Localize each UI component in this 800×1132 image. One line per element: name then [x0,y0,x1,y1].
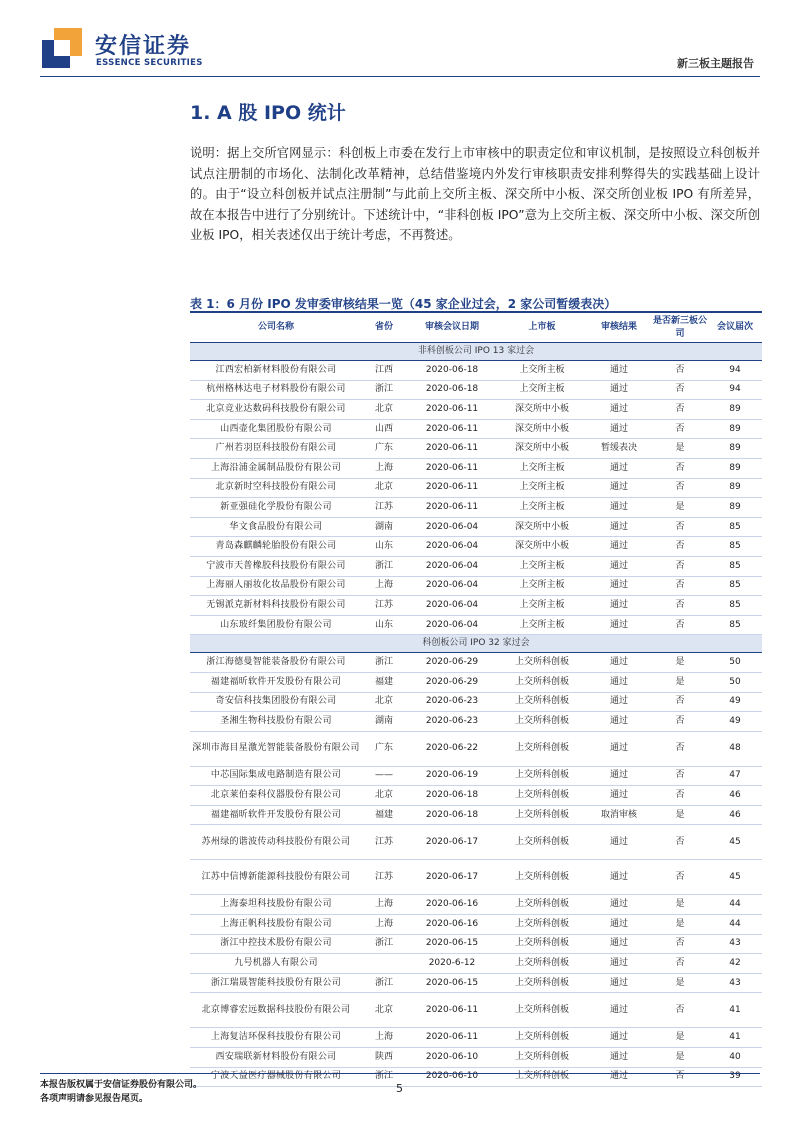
meeting-date-cell: 2020-06-18 [406,805,498,825]
result-cell: 通过 [586,361,652,381]
result-cell: 通过 [586,498,652,518]
table-row [190,712,762,732]
province-cell: 广东 [362,439,406,459]
table-body [190,343,762,1087]
province-cell: 山东 [362,615,406,635]
session-cell: 41 [708,1028,762,1048]
result-cell: 通过 [586,934,652,954]
meeting-date-cell: 2020-06-11 [406,993,498,1028]
board-cell: 深交所中小板 [498,419,586,439]
company-name-cell: 福建福昕软件开发股份有限公司 [190,805,362,825]
meeting-date-cell: 2020-06-10 [406,1048,498,1068]
ipo-table-container [190,311,762,1087]
meeting-date-cell: 2020-06-11 [406,419,498,439]
session-cell: 89 [708,498,762,518]
company-name-cell: 北京莱伯泰科仪器股份有限公司 [190,786,362,806]
session-cell: 50 [708,672,762,692]
meeting-date-cell: 2020-06-22 [406,731,498,766]
session-cell: 44 [708,895,762,915]
meeting-date-cell: 2020-06-10 [406,1067,498,1087]
session-cell: 85 [708,537,762,557]
group-header-row [190,343,762,361]
company-name-cell: 奇安信科技集团股份有限公司 [190,692,362,712]
table-row [190,973,762,993]
footer-divider [40,1073,760,1074]
neeq-cell: 是 [652,895,708,915]
board-cell: 上交所主板 [498,596,586,616]
meeting-date-cell: 2020-06-15 [406,973,498,993]
table-row [190,478,762,498]
result-cell: 通过 [586,712,652,732]
board-cell: 深交所中小板 [498,537,586,557]
meeting-date-cell: 2020-06-18 [406,786,498,806]
result-cell: 通过 [586,615,652,635]
session-cell: 40 [708,1048,762,1068]
board-cell: 上交所主板 [498,498,586,518]
company-name-cell: 上海泰坦科技股份有限公司 [190,895,362,915]
table-row [190,537,762,557]
result-cell: 通过 [586,478,652,498]
province-cell: 湖南 [362,712,406,732]
session-cell: 85 [708,556,762,576]
column-header: 会议届次 [708,313,762,343]
result-cell: 通过 [586,825,652,860]
meeting-date-cell: 2020-06-16 [406,915,498,935]
session-cell: 45 [708,860,762,895]
neeq-cell: 否 [652,993,708,1028]
province-cell: 上海 [362,895,406,915]
result-cell: 通过 [586,576,652,596]
province-cell: 北京 [362,400,406,420]
neeq-cell: 否 [652,1067,708,1087]
board-cell: 上交所主板 [498,478,586,498]
logo-english-name: ESSENCE SECURITIES [96,58,203,68]
province-cell: 江苏 [362,498,406,518]
neeq-cell: 是 [652,915,708,935]
report-type: 新三板主题报告 [677,57,754,70]
company-name-cell: 青岛森麒麟轮胎股份有限公司 [190,537,362,557]
table-row [190,786,762,806]
company-name-cell: 上海复洁环保科技股份有限公司 [190,1028,362,1048]
table-row [190,458,762,478]
board-cell: 上交所主板 [498,576,586,596]
session-cell: 85 [708,596,762,616]
company-name-cell: 北京新时空科技股份有限公司 [190,478,362,498]
company-name-cell: 九号机器人有限公司 [190,954,362,974]
province-cell: 山东 [362,537,406,557]
session-cell: 89 [708,478,762,498]
province-cell: 北京 [362,478,406,498]
session-cell: 49 [708,692,762,712]
session-cell: 46 [708,786,762,806]
province-cell: 湖南 [362,517,406,537]
result-cell: 通过 [586,860,652,895]
table-row [190,556,762,576]
company-name-cell: 浙江海德曼智能装备股份有限公司 [190,653,362,673]
table-row [190,672,762,692]
province-cell: 北京 [362,786,406,806]
result-cell: 通过 [586,731,652,766]
company-name-cell: 广州若羽臣科技股份有限公司 [190,439,362,459]
company-name-cell: 江苏中信博新能源科技股份有限公司 [190,860,362,895]
disclaimer-notice: 各项声明请参见报告尾页。 [40,1094,149,1104]
table-row [190,1067,762,1087]
board-cell: 上交所主板 [498,380,586,400]
table-row [190,954,762,974]
footer-notes [40,1078,202,1106]
company-name-cell: 杭州格林达电子材料股份有限公司 [190,380,362,400]
board-cell: 上交所科创板 [498,766,586,786]
session-cell: 89 [708,439,762,459]
session-cell: 85 [708,576,762,596]
meeting-date-cell: 2020-06-29 [406,653,498,673]
column-header: 省份 [362,313,406,343]
board-cell: 上交所科创板 [498,934,586,954]
meeting-date-cell: 2020-06-04 [406,596,498,616]
company-name-cell: 新亚强硅化学股份有限公司 [190,498,362,518]
board-cell: 上交所主板 [498,458,586,478]
session-cell: 43 [708,973,762,993]
neeq-cell: 是 [652,439,708,459]
table-row [190,860,762,895]
session-cell: 48 [708,731,762,766]
province-cell: 浙江 [362,556,406,576]
province-cell: 上海 [362,458,406,478]
meeting-date-cell: 2020-06-19 [406,766,498,786]
result-cell: 通过 [586,419,652,439]
board-cell: 上交所科创板 [498,731,586,766]
result-cell: 通过 [586,596,652,616]
result-cell: 通过 [586,692,652,712]
session-cell: 85 [708,517,762,537]
province-cell: 江西 [362,361,406,381]
table-row [190,361,762,381]
session-cell: 42 [708,954,762,974]
neeq-cell: 否 [652,458,708,478]
meeting-date-cell: 2020-06-11 [406,400,498,420]
meeting-date-cell: 2020-06-17 [406,860,498,895]
result-cell: 通过 [586,380,652,400]
table-row [190,380,762,400]
board-cell: 深交所中小板 [498,439,586,459]
table-row [190,400,762,420]
group-header-row [190,635,762,653]
table-row [190,1028,762,1048]
company-name-cell: 北京博睿宏远数据科技股份有限公司 [190,993,362,1028]
section-title: 1. A 股 IPO 统计 [190,102,346,124]
province-cell: 上海 [362,915,406,935]
company-name-cell: 上海丽人丽妆化妆品股份有限公司 [190,576,362,596]
column-header: 审核会议日期 [406,313,498,343]
session-cell: 94 [708,380,762,400]
neeq-cell: 否 [652,786,708,806]
company-name-cell: 圣湘生物科技股份有限公司 [190,712,362,732]
result-cell: 通过 [586,895,652,915]
neeq-cell: 是 [652,1028,708,1048]
company-name-cell: 山东玻纤集团股份有限公司 [190,615,362,635]
board-cell: 上交所科创板 [498,1028,586,1048]
meeting-date-cell: 2020-06-11 [406,1028,498,1048]
result-cell: 暂缓表决 [586,439,652,459]
board-cell: 上交所主板 [498,556,586,576]
ipo-table [190,313,762,1087]
company-name-cell: 宁波市天普橡胶科技股份有限公司 [190,556,362,576]
neeq-cell: 否 [652,766,708,786]
section-description: 说明：据上交所官网显示：科创板上市委在发行上市审核中的职责定位和审议机制，是按照设立科创板并试点注册制的市场化、法制化改革精神，总结借鉴境内外发行审核职责安排利弊得失的实践基础上设计的。由于“设立科创板并试点注册制”与此前上交所主板、深交所中小板、深交所创业板 IPO 有所差异，故在本报告中进行了分别统计。下述统计中，“非科创板 IPO”意为上交所主板、深交所中小板、深交所创业板 IPO，相关表述仅出于统计考虑，不再赘述。 [190,146,760,242]
meeting-date-cell: 2020-06-11 [406,478,498,498]
logo [40,26,203,76]
neeq-cell: 是 [652,653,708,673]
session-cell: 89 [708,458,762,478]
board-cell: 深交所中小板 [498,517,586,537]
table-row [190,993,762,1028]
board-cell: 上交所科创板 [498,805,586,825]
company-name-cell: 中芯国际集成电路制造有限公司 [190,766,362,786]
session-cell: 94 [708,361,762,381]
result-cell: 通过 [586,1048,652,1068]
board-cell: 上交所科创板 [498,672,586,692]
province-cell: 浙江 [362,1067,406,1087]
company-name-cell: 西安瑞联新材料股份有限公司 [190,1048,362,1068]
table-row [190,653,762,673]
result-cell: 通过 [586,766,652,786]
company-name-cell: 深圳市海目星激光智能装备股份有限公司 [190,731,362,766]
session-cell: 41 [708,993,762,1028]
essence-logo-icon [40,26,84,70]
board-cell: 上交所科创板 [498,973,586,993]
table-row [190,615,762,635]
page-number: 5 [396,1082,403,1095]
province-cell: 福建 [362,805,406,825]
column-header: 公司名称 [190,313,362,343]
meeting-date-cell: 2020-06-18 [406,361,498,381]
neeq-cell: 否 [652,731,708,766]
board-cell: 上交所科创板 [498,712,586,732]
copyright-notice: 本报告版权属于安信证券股份有限公司。 [40,1080,203,1090]
neeq-cell: 否 [652,934,708,954]
table-row [190,766,762,786]
session-cell: 89 [708,400,762,420]
meeting-date-cell: 2020-6-12 [406,954,498,974]
column-header: 审核结果 [586,313,652,343]
province-cell: 北京 [362,692,406,712]
neeq-cell: 否 [652,576,708,596]
neeq-cell: 否 [652,954,708,974]
province-cell: 江苏 [362,825,406,860]
meeting-date-cell: 2020-06-04 [406,556,498,576]
meeting-date-cell: 2020-06-11 [406,458,498,478]
result-cell: 通过 [586,993,652,1028]
meeting-date-cell: 2020-06-04 [406,615,498,635]
result-cell: 通过 [586,1067,652,1087]
province-cell: 浙江 [362,380,406,400]
table-row [190,692,762,712]
session-cell: 39 [708,1067,762,1087]
result-cell: 通过 [586,537,652,557]
result-cell: 通过 [586,786,652,806]
province-cell: 福建 [362,672,406,692]
result-cell: 通过 [586,400,652,420]
result-cell: 通过 [586,517,652,537]
result-cell: 通过 [586,653,652,673]
column-header: 是否新三板公司 [652,313,708,343]
company-name-cell: 上海正帆科技股份有限公司 [190,915,362,935]
neeq-cell: 否 [652,419,708,439]
table-row [190,1048,762,1068]
table-row [190,825,762,860]
neeq-cell: 否 [652,517,708,537]
company-name-cell: 浙江中控技术股份有限公司 [190,934,362,954]
company-name-cell: 上海沿浦金属制品股份有限公司 [190,458,362,478]
meeting-date-cell: 2020-06-04 [406,517,498,537]
result-cell: 通过 [586,672,652,692]
board-cell: 上交所科创板 [498,653,586,673]
neeq-cell: 是 [652,973,708,993]
neeq-cell: 否 [652,537,708,557]
neeq-cell: 是 [652,498,708,518]
company-name-cell: 福建福昕软件开发股份有限公司 [190,672,362,692]
session-cell: 89 [708,419,762,439]
table-title: 表 1：6 月份 IPO 发审委审核结果一览（45 家企业过会，2 家公司暂缓表决） [190,297,617,311]
result-cell: 通过 [586,458,652,478]
result-cell: 通过 [586,954,652,974]
session-cell: 45 [708,825,762,860]
province-cell: —— [362,766,406,786]
company-name-cell: 无锡派克新材料科技股份有限公司 [190,596,362,616]
meeting-date-cell: 2020-06-29 [406,672,498,692]
table-row [190,805,762,825]
board-cell: 上交所科创板 [498,1067,586,1087]
neeq-cell: 否 [652,361,708,381]
company-name-cell: 华文食品股份有限公司 [190,517,362,537]
board-cell: 上交所科创板 [498,895,586,915]
meeting-date-cell: 2020-06-11 [406,498,498,518]
board-cell: 上交所主板 [498,361,586,381]
table-row [190,895,762,915]
table-row [190,731,762,766]
table-row [190,934,762,954]
neeq-cell: 否 [652,860,708,895]
header-divider [40,76,760,77]
company-name-cell: 宁波天益医疗器械股份有限公司 [190,1067,362,1087]
meeting-date-cell: 2020-06-04 [406,537,498,557]
table-row [190,439,762,459]
board-cell: 上交所科创板 [498,993,586,1028]
province-cell: 上海 [362,1028,406,1048]
neeq-cell: 是 [652,672,708,692]
neeq-cell: 否 [652,615,708,635]
neeq-cell: 否 [652,478,708,498]
province-cell: 浙江 [362,973,406,993]
neeq-cell: 否 [652,596,708,616]
table-row [190,419,762,439]
neeq-cell: 否 [652,692,708,712]
board-cell: 上交所科创板 [498,825,586,860]
meeting-date-cell: 2020-06-15 [406,934,498,954]
province-cell: 北京 [362,993,406,1028]
board-cell: 上交所科创板 [498,692,586,712]
session-cell: 43 [708,934,762,954]
neeq-cell: 是 [652,805,708,825]
board-cell: 上交所科创板 [498,786,586,806]
session-cell: 44 [708,915,762,935]
session-cell: 50 [708,653,762,673]
company-name-cell: 浙江瑞晟智能科技股份有限公司 [190,973,362,993]
meeting-date-cell: 2020-06-17 [406,825,498,860]
meeting-date-cell: 2020-06-23 [406,692,498,712]
meeting-date-cell: 2020-06-11 [406,439,498,459]
group-label: 非科创板公司 IPO 13 家过会 [190,343,762,361]
result-cell: 通过 [586,973,652,993]
meeting-date-cell: 2020-06-16 [406,895,498,915]
province-cell: 陕西 [362,1048,406,1068]
neeq-cell: 是 [652,1048,708,1068]
table-row [190,576,762,596]
neeq-cell: 否 [652,380,708,400]
province-cell: 江苏 [362,860,406,895]
province-cell: 广东 [362,731,406,766]
company-name-cell: 江西宏柏新材料股份有限公司 [190,361,362,381]
session-cell: 49 [708,712,762,732]
table-row [190,498,762,518]
company-name-cell: 苏州绿的谐波传动科技股份有限公司 [190,825,362,860]
session-cell: 47 [708,766,762,786]
province-cell: 江苏 [362,596,406,616]
board-cell: 上交所主板 [498,615,586,635]
neeq-cell: 否 [652,400,708,420]
company-name-cell: 北京竞业达数码科技股份有限公司 [190,400,362,420]
company-name-cell: 山西壶化集团股份有限公司 [190,419,362,439]
meeting-date-cell: 2020-06-23 [406,712,498,732]
session-cell: 46 [708,805,762,825]
logo-chinese-name: 安信证券 [95,34,192,59]
table-header-row [190,313,762,343]
result-cell: 通过 [586,915,652,935]
group-label: 科创板公司 IPO 32 家过会 [190,635,762,653]
table-row [190,596,762,616]
result-cell: 取消审核 [586,805,652,825]
neeq-cell: 否 [652,825,708,860]
table-row [190,517,762,537]
province-cell: 浙江 [362,934,406,954]
board-cell: 深交所中小板 [498,400,586,420]
result-cell: 通过 [586,1028,652,1048]
province-cell: 山西 [362,419,406,439]
board-cell: 上交所科创板 [498,1048,586,1068]
meeting-date-cell: 2020-06-04 [406,576,498,596]
result-cell: 通过 [586,556,652,576]
neeq-cell: 否 [652,556,708,576]
column-header: 上市板 [498,313,586,343]
neeq-cell: 否 [652,712,708,732]
province-cell [362,954,406,974]
board-cell: 上交所科创板 [498,860,586,895]
table-row [190,915,762,935]
province-cell: 浙江 [362,653,406,673]
province-cell: 上海 [362,576,406,596]
session-cell: 85 [708,615,762,635]
meeting-date-cell: 2020-06-18 [406,380,498,400]
board-cell: 上交所科创板 [498,954,586,974]
board-cell: 上交所科创板 [498,915,586,935]
